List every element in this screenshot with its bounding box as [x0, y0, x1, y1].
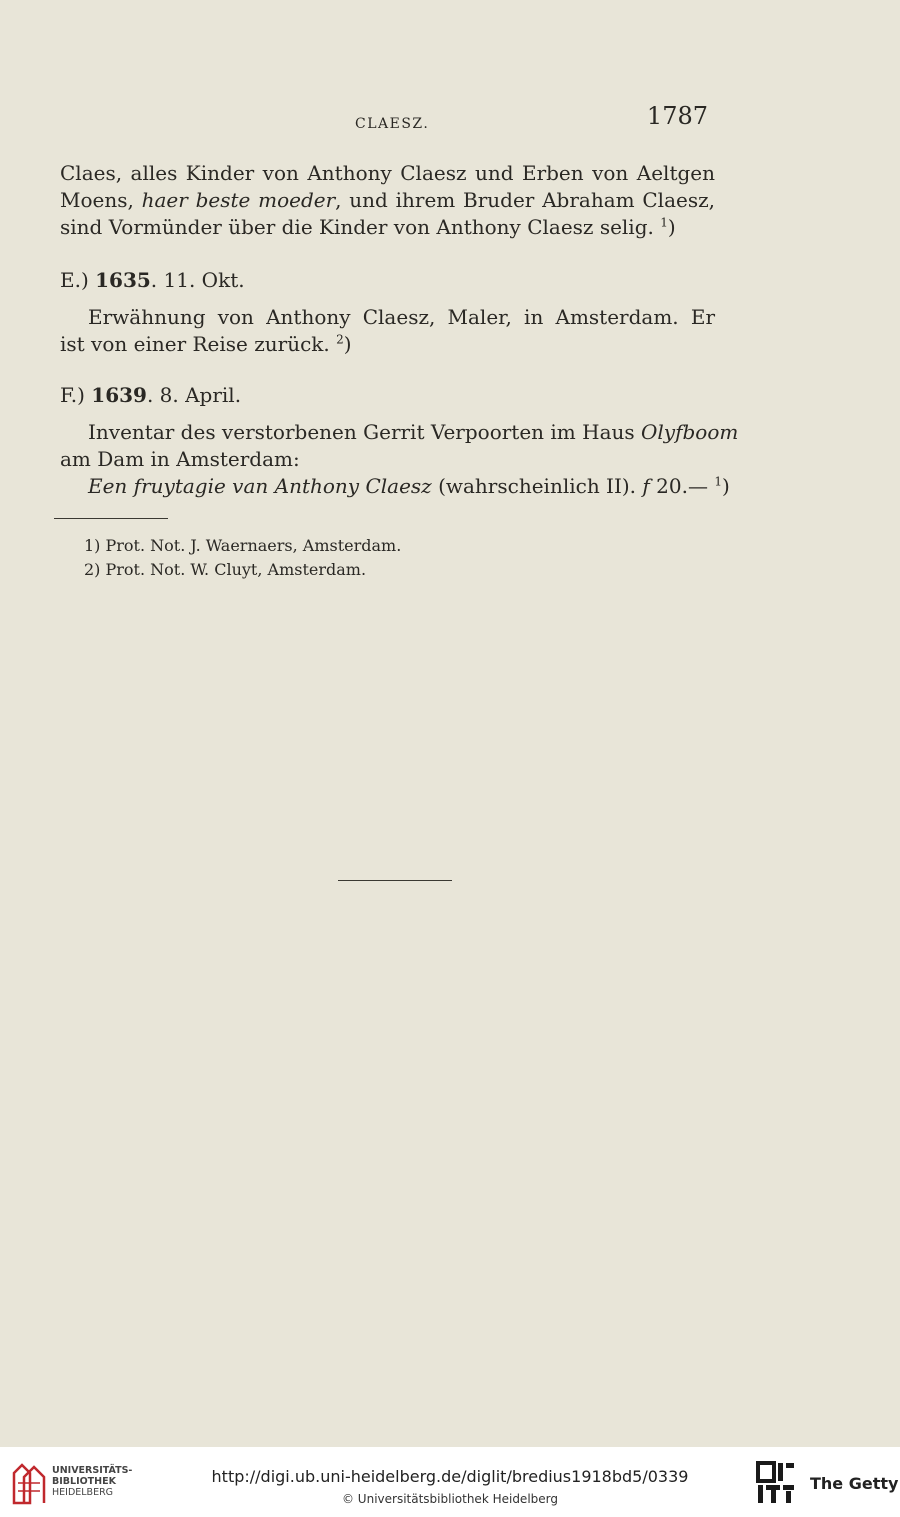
footnote-ref: 1	[714, 474, 722, 489]
text-line: sind Vormünder über die Kinder von Anthony Claesz selig. $^1$)	[60, 215, 676, 239]
text-line: Moens, haer beste moeder, und ihrem Bruder Abraham Claesz,	[60, 188, 715, 212]
running-head: CLAESZ.	[355, 116, 430, 132]
entry-f	[60, 382, 739, 500]
permalink-url[interactable]: http://digi.ub.uni-heidelberg.de/diglit/bredius1918bd5/0339	[211, 1467, 689, 1486]
getty-logo-icon[interactable]	[756, 1461, 796, 1505]
paragraph-claes	[60, 160, 715, 241]
copyright-notice: © Universitätsbibliothek Heidelberg	[341, 1492, 558, 1506]
footnote: 1) Prot. Not. J. Waernaers, Amsterdam.	[84, 536, 402, 555]
text-line: Claes, alles Kinder von Anthony Claesz und Erben von Aeltgen	[60, 161, 715, 185]
footnotes	[84, 534, 401, 582]
entry-heading: E.) 1635. 11. Okt.	[60, 268, 245, 292]
viewer-footer	[0, 1447, 900, 1517]
page-header	[60, 102, 710, 148]
text-line: am Dam in Amsterdam:	[60, 447, 300, 471]
entry-heading: F.) 1639. 8. April.	[60, 383, 242, 407]
page-number: 1787	[646, 102, 708, 130]
library-name: UNIVERSITÄTS- BIBLIOTHEK HEIDELBERG	[52, 1465, 133, 1498]
text-line: Een fruytagie van Anthony Claesz (wahrscheinlich II). f 20.— $^1$)	[88, 474, 730, 498]
footnote-ref: 2	[336, 332, 344, 347]
footnote-separator	[54, 518, 168, 519]
footnote-ref: 1	[660, 215, 668, 230]
footnote: 2) Prot. Not. W. Cluyt, Amsterdam.	[84, 560, 367, 579]
section-end-rule	[338, 880, 452, 881]
entry-e	[60, 267, 715, 358]
text-line: Erwähnung von Anthony Claesz, Maler, in Amsterdam. Er	[88, 305, 715, 329]
getty-name: The Getty	[810, 1474, 899, 1493]
text-line: Inventar des verstorbenen Gerrit Verpoorten im Haus Olyfboom	[88, 420, 739, 444]
text-line: ist von einer Reise zurück. $^2$)	[60, 332, 352, 356]
